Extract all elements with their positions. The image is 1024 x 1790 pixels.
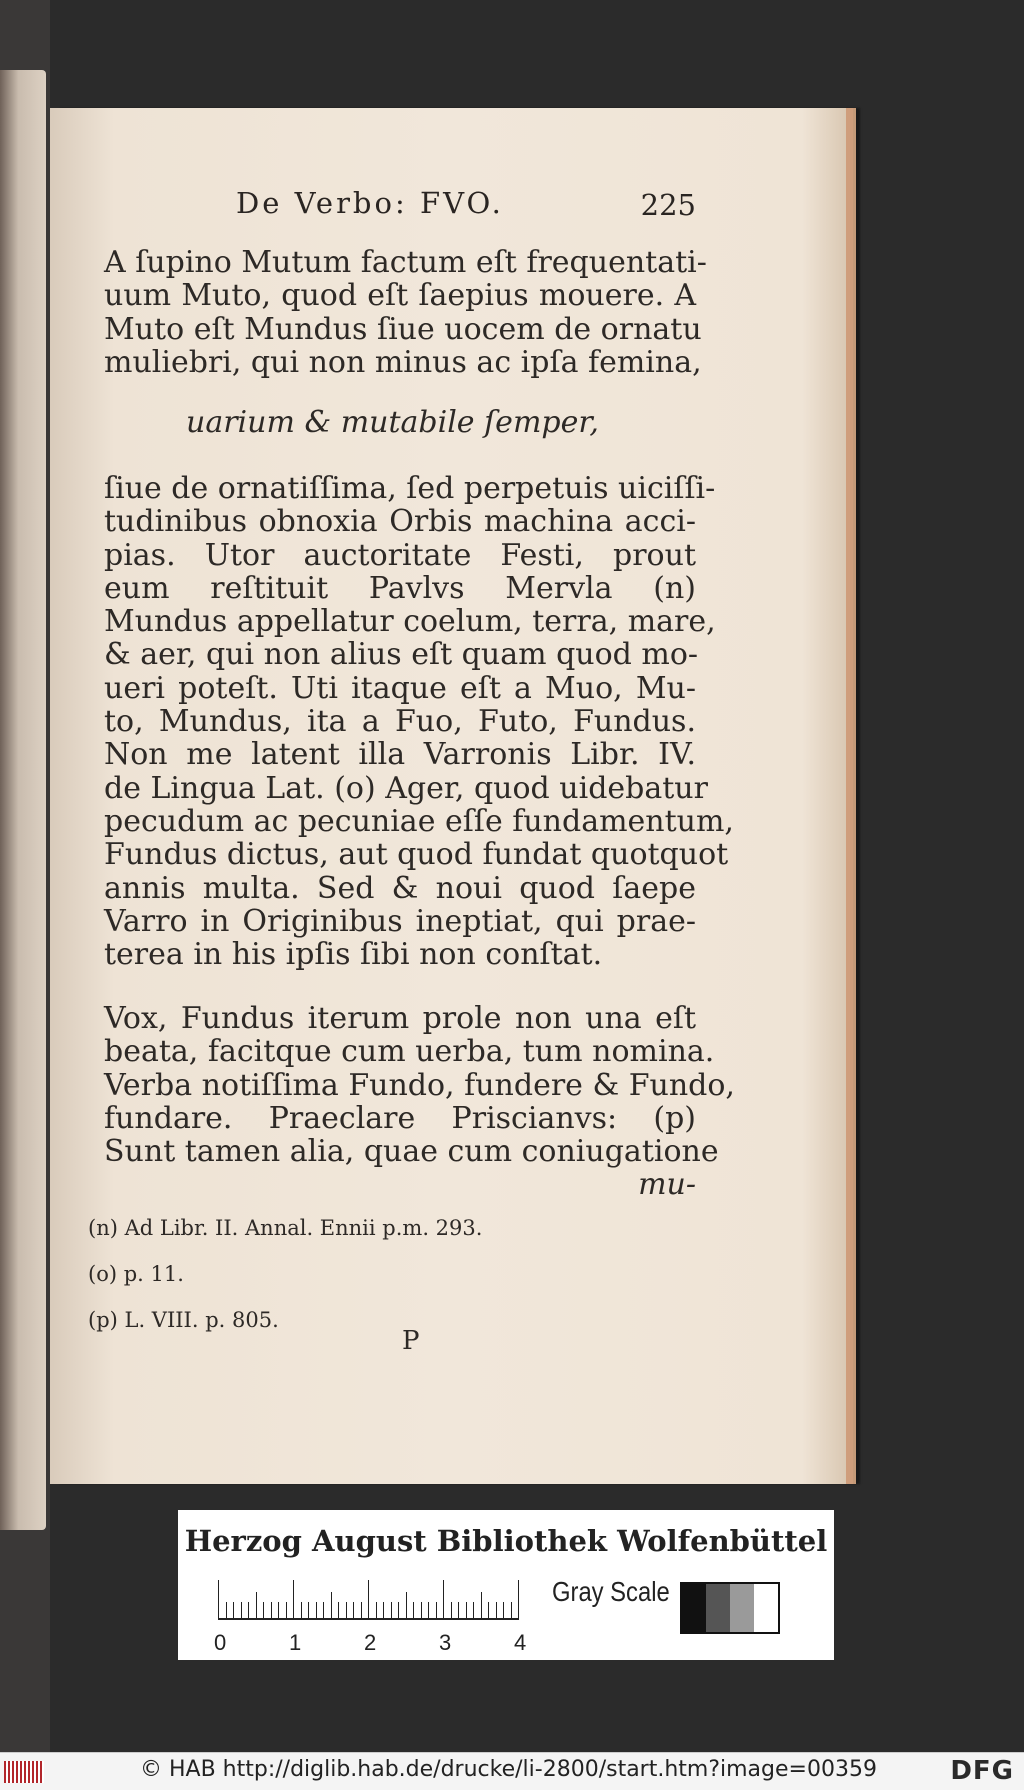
ruler-tick (353, 1602, 354, 1620)
ruler-tick (376, 1602, 377, 1620)
ruler-tick (473, 1602, 474, 1620)
text-line: Non me latent illa Varronis Libr. IV. (104, 737, 696, 773)
ruler-tick (391, 1602, 392, 1620)
ruler-tick (443, 1580, 444, 1620)
text-line: Varro in Originibus ineptiat, qui prae- (104, 903, 696, 939)
ruler-tick (323, 1602, 324, 1620)
ruler-tick (383, 1602, 384, 1620)
ruler-tick (398, 1602, 399, 1620)
ruler-number: 2 (364, 1630, 377, 1655)
measurement-ruler (218, 1580, 518, 1620)
barcode-icon (4, 1761, 44, 1783)
text-line: ſiue de ornatiſſima, ſed perpetuis uiciſſi- (104, 471, 716, 506)
ruler-number: 3 (439, 1630, 452, 1655)
footer-bar (0, 1752, 1024, 1790)
ruler-tick (248, 1602, 249, 1620)
ruler-tick (308, 1602, 309, 1620)
ruler-tick (368, 1580, 369, 1620)
text-line: & aer, qui non alius eſt quam quod mo- (104, 637, 699, 673)
ruler-tick (451, 1602, 452, 1620)
gray-swatch (682, 1584, 706, 1632)
dfg-logo: DFG (950, 1756, 1014, 1786)
gray-swatch (730, 1584, 754, 1632)
text-line: Fundus dictus, aut quod fundat quotquot (104, 837, 729, 873)
text-line: muliebri, qui non minus ac ipſa femina, (104, 344, 702, 380)
footnote: (p) L. VIII. p. 805. (88, 1308, 279, 1332)
ruler-tick (301, 1602, 302, 1620)
text-line: Muto eſt Mundus ſiue uocem de ornatu (104, 311, 702, 347)
text-line: eum reſtituit Pavlvs Mervla (n) (104, 570, 696, 606)
text-line: ueri poteſt. Uti itaque eſt a Muo, Mu- (104, 670, 696, 706)
text-line: terea in his ipſis ſibi non conſtat. (104, 937, 603, 973)
footnotes (88, 1205, 588, 1343)
text-line: uum Muto, quod eſt ſaepius mouere. A (104, 278, 696, 314)
gray-scale-swatches (680, 1582, 780, 1634)
running-head (186, 186, 696, 232)
text-line: beata, facitque cum uerba, tum nomina. (104, 1034, 715, 1070)
ruler-tick (496, 1602, 497, 1620)
page-fore-edge (846, 108, 853, 1484)
ruler-tick (361, 1602, 362, 1620)
text-line: Mundus appellatur coelum, terra, mare, (104, 604, 716, 640)
ruler-tick (226, 1602, 227, 1620)
text-line: fundare. Praeclare Priscianvs: (p) (104, 1100, 696, 1136)
ruler-tick (233, 1602, 234, 1620)
ruler-tick (293, 1580, 294, 1620)
ruler-tick (413, 1602, 414, 1620)
text-line: pias. Utor auctoritate Festi, prout (104, 537, 696, 573)
text-line: to, Mundus, ita a Fuo, Futo, Fundus. (104, 704, 696, 740)
text-line: Sunt tamen alia, quae cum coniugatione (104, 1134, 719, 1170)
gray-scale-label: Gray Scale (552, 1576, 670, 1607)
verse-quotation: uarium & mutabile ſemper, (186, 405, 599, 440)
ruler-tick (286, 1602, 287, 1620)
ruler-tick (518, 1580, 519, 1620)
text-line: annis multa. Sed & noui quod ſaepe (104, 870, 696, 906)
gray-swatch (754, 1584, 778, 1632)
ruler-tick (421, 1602, 422, 1620)
ruler-number: 1 (289, 1630, 302, 1655)
ruler-tick (241, 1602, 242, 1620)
ruler-tick (511, 1602, 512, 1620)
ruler-tick (466, 1602, 467, 1620)
ruler-tick (458, 1602, 459, 1620)
text-line: de Lingua Lat. (o) Ager, quod uidebatur (104, 770, 708, 806)
gray-swatch (706, 1584, 730, 1632)
footnote: (o) p. 11. (88, 1262, 184, 1286)
ruler-tick (263, 1602, 264, 1620)
paragraph-3 (104, 1001, 735, 1203)
library-name: Herzog August Bibliothek Wolfenbüttel (184, 1524, 828, 1558)
ruler-tick (346, 1602, 347, 1620)
ruler-tick (316, 1602, 317, 1620)
footer-source-link[interactable]: © HAB http://diglib.hab.de/drucke/li-2800/start.htm?image=00359 (140, 1757, 877, 1782)
ruler-tick (436, 1602, 437, 1620)
previous-page-edge (0, 70, 46, 1530)
ruler-number: 0 (214, 1630, 227, 1655)
paragraph-1 (104, 245, 707, 380)
ruler-number: 4 (514, 1630, 527, 1655)
ruler-tick (428, 1602, 429, 1620)
text-line: Verba notiſſima Fundo, fundere & Fundo, (104, 1067, 735, 1103)
paragraph-2 (104, 471, 734, 973)
ruler-numbers (214, 1630, 534, 1656)
ruler-tick (488, 1602, 489, 1620)
ruler-tick (256, 1592, 257, 1620)
ruler-tick (481, 1592, 482, 1620)
color-calibration-card (178, 1510, 834, 1660)
text-line: pecudum ac pecuniae eſſe fundamentum, (104, 803, 734, 839)
ruler-tick (406, 1592, 407, 1620)
ruler-tick (503, 1602, 504, 1620)
text-line: tudinibus obnoxia Orbis machina acci- (104, 504, 696, 540)
ruler-tick (338, 1602, 339, 1620)
ruler-tick (218, 1580, 219, 1620)
ruler-tick (278, 1602, 279, 1620)
catchword: mu- (638, 1167, 696, 1203)
ruler-tick (331, 1592, 332, 1620)
ruler-tick (271, 1602, 272, 1620)
text-line: A ſupino Mutum factum eſt frequentati- (104, 245, 707, 280)
page-number: 225 (640, 188, 696, 222)
footnote: (n) Ad Libr. II. Annal. Ennii p.m. 293. (88, 1216, 483, 1240)
signature-mark: P (402, 1326, 420, 1356)
running-head-title: De Verbo: FVO. (236, 186, 504, 220)
text-line: Vox, Fundus iterum prole non una eſt (104, 1001, 696, 1036)
